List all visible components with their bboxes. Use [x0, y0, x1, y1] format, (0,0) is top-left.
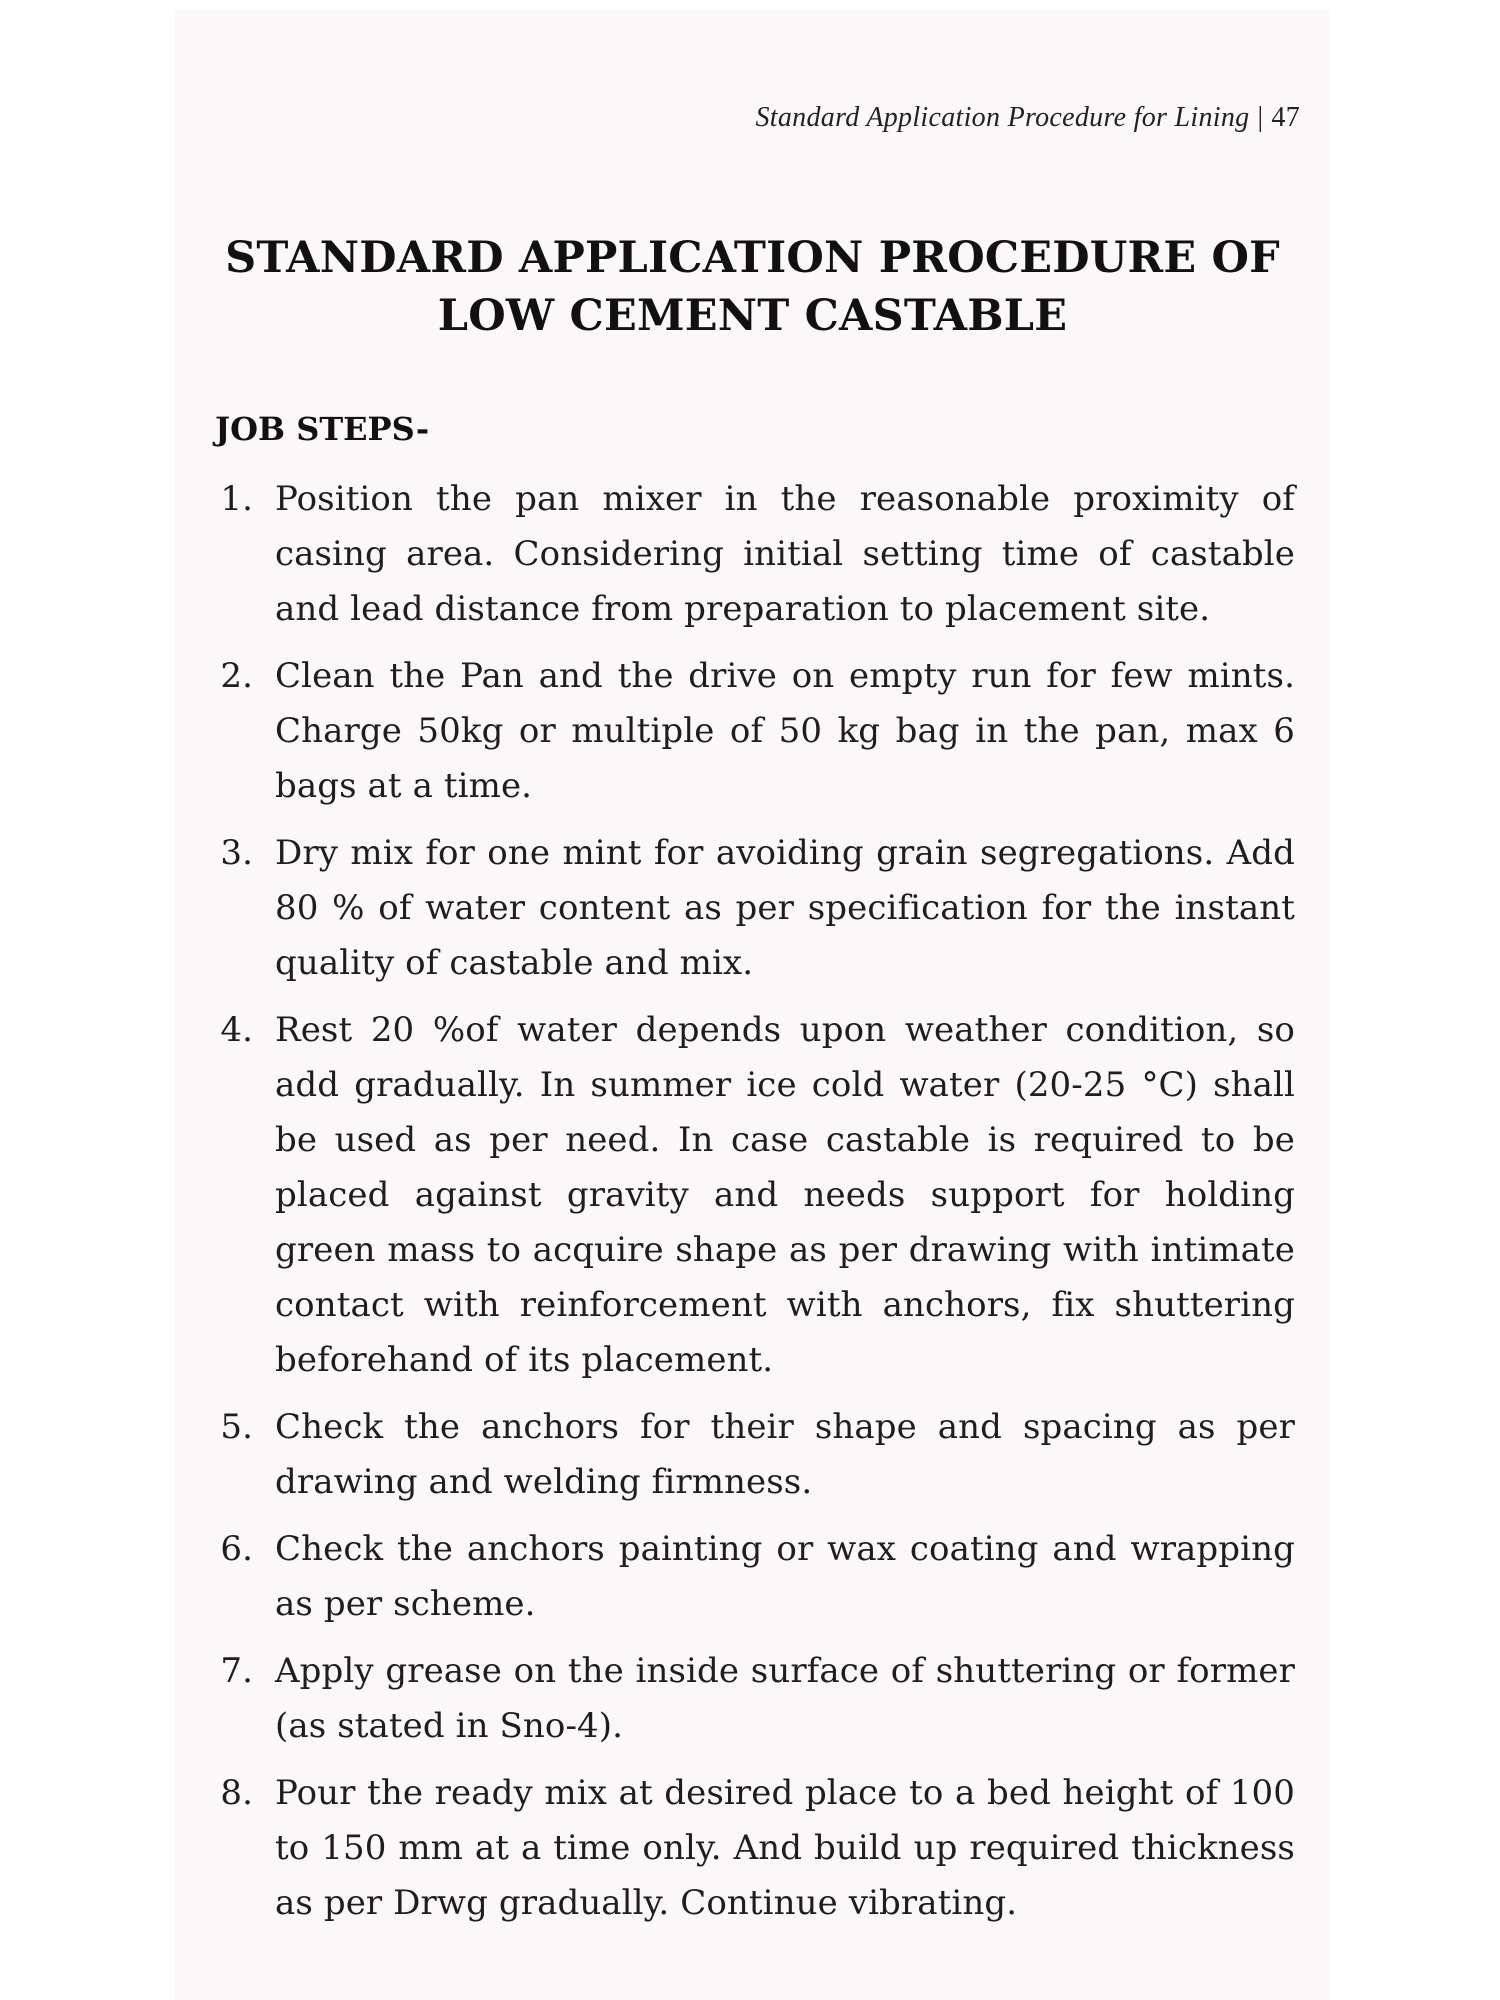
list-item [205, 1003, 1295, 1388]
section-heading: JOB STEPS- [215, 410, 430, 448]
list-item [205, 826, 1295, 991]
step-text: Rest 20 %of water depends upon weather condition, so add gradually. In summer ice cold water (20-25 °C) shall be used as per need. In case castable is required to be placed against gravity and needs support for holding green mass to acquire shape as per drawing with intimate contact with reinforcement with anchors, fix shuttering beforehand of its placement. [275, 1010, 1295, 1380]
page-number: 47 [1271, 102, 1300, 133]
step-number: 6. [220, 1529, 253, 1569]
step-text: Apply grease on the inside surface of shuttering or former (as stated in Sno-4). [275, 1651, 1295, 1746]
list-item [205, 1766, 1295, 1931]
step-text: Check the anchors for their shape and spacing as per drawing and welding firmness. [275, 1407, 1295, 1502]
header-separator: | [1257, 102, 1264, 133]
step-number: 2. [220, 656, 253, 696]
step-text: Clean the Pan and the drive on empty run for few mints. Charge 50kg or multiple of 50 kg bag in the pan, max 6 bags at a time. [275, 656, 1295, 806]
step-number: 8. [220, 1773, 253, 1813]
list-item [205, 1522, 1295, 1632]
list-item [205, 472, 1295, 637]
list-item [205, 1400, 1295, 1510]
step-text: Check the anchors painting or wax coating and wrapping as per scheme. [275, 1529, 1295, 1624]
step-text: Position the pan mixer in the reasonable proximity of casing area. Considering initial setting time of castable and lead distance from preparation to placement site. [275, 479, 1295, 629]
list-item [205, 649, 1295, 814]
book-page [175, 10, 1330, 2000]
list-item [205, 1644, 1295, 1754]
step-text: Dry mix for one mint for avoiding grain segregations. Add 80 % of water content as per specification for the instant quality of castable and mix. [275, 833, 1295, 983]
job-steps-list [205, 472, 1295, 1943]
running-title: Standard Application Procedure for Lining [755, 102, 1250, 133]
title-line-2: LOW CEMENT CASTABLE [437, 290, 1068, 341]
step-number: 1. [220, 479, 253, 519]
step-number: 3. [220, 833, 253, 873]
running-header [175, 102, 1300, 134]
step-text: Pour the ready mix at desired place to a bed height of 100 to 150 mm at a time only. And build up required thickness as per Drwg gradually. Continue vibrating. [275, 1773, 1295, 1923]
step-number: 7. [220, 1651, 253, 1691]
step-number: 4. [220, 1010, 253, 1050]
step-number: 5. [220, 1407, 253, 1447]
page-title [175, 229, 1330, 345]
title-line-1: STANDARD APPLICATION PROCEDURE OF [225, 232, 1280, 283]
